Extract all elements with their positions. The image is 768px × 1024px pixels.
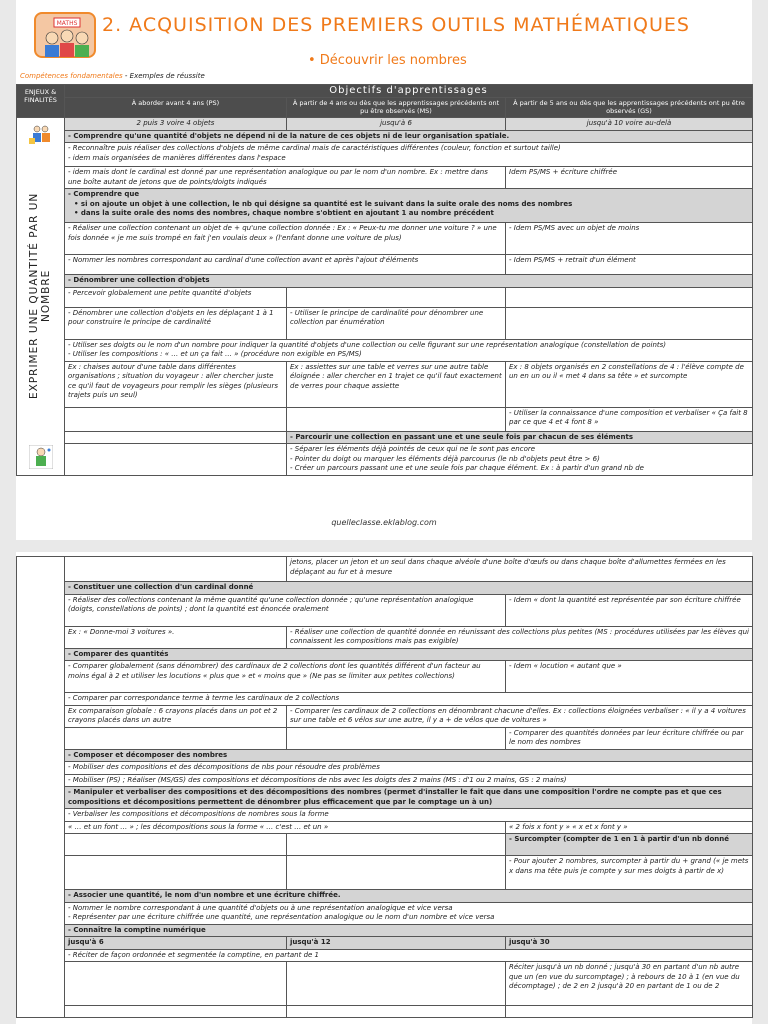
row-cardinal-analogique: - idem mais dont le cardinal est donné par une représentation analogique ou par le nom d'un nombre. Ex : mettre dans une boîte autant de jetons que de points/doigts indiqués <box>65 167 506 189</box>
row-utiliser-doigts <box>65 339 753 361</box>
row-creer-parcours: - Créer un parcours passant une et une seule fois par chaque élément. Ex : à partir d'un grand nb de <box>290 464 644 472</box>
page-2 <box>16 552 752 1024</box>
empty-cell <box>65 407 287 431</box>
row-denombrer-deplacant: - Dénombrer une collection d'objets en les déplaçant 1 à 1 pour construire le principe de cardinalité <box>65 307 287 339</box>
page-1 <box>16 0 752 540</box>
row-separer: - Séparer les éléments déjà pointés de ceux qui ne le sont pas encore <box>290 445 536 453</box>
row-utiliser-doigts-text: - Utiliser ses doigts ou le nom d'un nombre pour indiquer la quantité d'objets d'une collection ou celle figurant sur une représentation analogique (constellation de points) <box>68 340 667 349</box>
section-comprendre-quantite: - Comprendre qu'une quantité d'objets ne dépend ni de la nature de ces objets ni de leur organisation spatiale. <box>65 130 753 143</box>
row-reunir-collections: - Réaliser une collection de quantité donnée en réunissant des collections plus petites (MS : procédures utilisées par les élèves qui connaissent les compositions mais pas exigible) <box>287 626 753 648</box>
empty-cell <box>506 1006 753 1018</box>
row-parcourir <box>287 444 753 476</box>
row-locution-autant: - Idem « locution « autant que » <box>506 661 753 693</box>
row-comparer-ecriture: - Comparer des quantités données par leur écriture chiffrée ou par le nom des nombres <box>506 727 753 749</box>
empty-cell <box>65 834 287 856</box>
row-reconnaitre-idem: - idem mais organisées de manières différentes dans l'espace <box>68 153 286 162</box>
row-composition-verbaliser: - Utiliser la connaissance d'une composition et verbaliser « Ça fait 8 par ce que 4 et 4 font 8 » <box>506 407 753 431</box>
example-voitures: Ex : « Donne-moi 3 voitures ». <box>65 626 287 648</box>
col-ms-header: À partir de 4 ans ou dès que les apprentissages précédents ont pu être observés (MS) <box>287 98 506 118</box>
section-manipuler: - Manipuler et verbaliser des compositions et des décompositions des nombres (permet d'installer le fait que dans une composition l'ordre ne compte pas et que ces compositions et décompositions permettent de dénombrer plus efficacement que par le comptage un à un) <box>65 787 753 809</box>
row-reciter: - Réciter de façon ordonnée et segmentée la comptine, en partant de 1 <box>65 949 753 962</box>
row-collection-plus-un: - Réaliser une collection contenant un objet de + qu'une collection donnée : Ex : « Peux-tu me donner une voiture ? » une fois donnée « je me suis trompé en fait j'en voulais deux » (l'enfant donne une voiture de plus) <box>65 223 506 255</box>
row-ajouter-nombres: - Pour ajouter 2 nombres, surcompter à partir du + grand (« je mets x dans ma tête puis je compte y sur mes doigts à partir de x) <box>506 856 753 890</box>
row-nommer-nombre: - Nommer le nombre correspondant à une quantité d'objets ou à une représentation analogique et vice versa <box>68 903 453 912</box>
empty-cell <box>287 962 506 1006</box>
row-cardinalite: - Utiliser le principe de cardinalité pour dénombrer une collection par énumération <box>287 307 506 339</box>
row-reconnaitre-text: - Reconnaître puis réaliser des collections d'objets de même cardinal mais de caractéristiques différentes (couleur, fonction et surtout taille) <box>68 144 561 152</box>
section-constituer: - Constituer une collection d'un cardinal donné <box>65 582 753 595</box>
child-counting-icon <box>29 445 53 469</box>
objectifs-header: Objectifs d'apprentissages <box>65 85 753 98</box>
section-comparer: - Comparer des quantités <box>65 648 753 661</box>
row-ecriture-chiffree: - Idem « dont la quantité est représentée par son écriture chiffrée <box>506 594 753 626</box>
row-compositions: - Utiliser les compositions : « … et un ça fait … » (procédure non exigible en PS/MS) <box>68 350 362 358</box>
row-mobiliser-compositions: - Mobiliser des compositions et des décompositions de nbs pour résoudre des problèmes <box>65 762 753 775</box>
empty-cell <box>287 834 506 856</box>
row-realiser-collections: - Réaliser des collections contenant la même quantité qu'une collection donnée ; qu'une représentation analogique (doigts, constellations de points) ; dont la quantité est énoncée oralement <box>65 594 506 626</box>
row-jetons-continued: jetons, placer un jeton et un seul dans chaque alvéole d'une boîte d'œufs ou dans chaque boîte d'allumettes fermées en les déplaçant au fur et à mesure <box>287 557 753 582</box>
row-cardinal-gs: Idem PS/MS + écriture chiffrée <box>506 167 753 189</box>
level-gs: jusqu'à 10 voire au-delà <box>506 118 753 131</box>
enjeux-header: ENJEUX & FINALITÉS <box>17 85 65 118</box>
row-collection-moins-un: - Idem PS/MS avec un objet de moins <box>506 223 753 255</box>
section-associer: - Associer une quantité, le nom d'un nombre et une écriture chiffrée. <box>65 890 753 903</box>
page-subtitle: • Découvrir les nombres <box>308 53 467 68</box>
level-ps: 2 puis 3 voire 4 objets <box>65 118 287 131</box>
page-title: 2. ACQUISITION DES PREMIERS OUTILS MATHÉMATIQUES <box>102 14 690 36</box>
empty-cell <box>287 287 506 307</box>
level-ms: jusqu'à 6 <box>287 118 506 131</box>
row-representer-ecriture: - Représenter par une écriture chiffrée une quantité, une représentation analogique ou le nom d'un nombre et vice versa <box>68 913 495 921</box>
side-label-cell <box>17 118 65 476</box>
row-verbaliser: - Verbaliser les compositions et décompositions de nombres sous la forme <box>65 809 753 822</box>
empty-cell <box>65 1006 287 1018</box>
section-surcompter: - Surcompter (compter de 1 en 1 à partir d'un nb donné <box>506 834 753 856</box>
maths-logo <box>34 12 96 58</box>
row-reconnaitre <box>65 143 753 167</box>
objectives-table-2 <box>16 556 753 1018</box>
empty-cell <box>287 1006 506 1018</box>
empty-cell <box>65 444 287 476</box>
section-composer: - Composer et décomposer des nombres <box>65 749 753 762</box>
side-label: EXPRIMER UNE QUANTITÉ PAR UN NOMBRE <box>27 193 52 400</box>
footer-url: quelleclasse.eklablog.com <box>331 518 437 527</box>
section-comptine: - Connaître la comptine numérique <box>65 924 753 937</box>
level-comptine-ps: jusqu'à 6 <box>65 937 287 950</box>
empty-cell <box>65 962 287 1006</box>
row-mobiliser-doigts: - Mobiliser (PS) ; Réaliser (MS/GS) des compositions et décompositions de nbs avec les doigts des 2 mains (MS : d'1 ou 2 mains, GS : 2 mains) <box>65 774 753 787</box>
section-comprendre-que-title: - Comprendre que <box>68 190 140 198</box>
section-denombrer: - Dénombrer une collection d'objets <box>65 275 753 288</box>
bullet-ajout: • si on ajoute un objet à une collection, le nb qui désigne sa quantité est le suivant dans la suite orale des noms des nombres <box>74 200 749 210</box>
logo-text: MATHS <box>56 20 78 27</box>
example-constellations: Ex : 8 objets organisés en 2 constellations de 4 : l'élève compte de un en un ou il « met 4 dans sa tête » et surcompte <box>506 361 753 407</box>
empty-cell <box>287 407 506 431</box>
level-comptine-gs: jusqu'à 30 <box>506 937 753 950</box>
empty-cell <box>65 727 287 749</box>
col-gs-header: À partir de 5 ans ou dès que les apprentissages précédents ont pu être observés (GS) <box>506 98 753 118</box>
row-comparer-cardinaux: - Comparer les cardinaux de 2 collections en dénombrant chacune d'elles. Ex : collections éloignées verbaliser : « il y a 4 voitures sur une table et 6 vélos sur une autre, il y a + de vélos que de voitures » <box>287 705 753 727</box>
row-fois-font: « 2 fois x font y » « x et x font y » <box>506 821 753 834</box>
row-reciter-gs: Réciter jusqu'à un nb donné ; jusqu'à 30 en partant d'un nb autre que un (en vue du surcomptage) ; à rebours de 10 à 1 (en vue du décomptage) ; de 2 en 2 jusqu'à 20 en partant de 1 ou de 2 <box>506 962 753 1006</box>
row-retrait: - Idem PS/MS + retrait d'un élément <box>506 255 753 275</box>
row-et-un-font: « … et un font … » ; les décompositions sous la forme « … c'est … et un » <box>65 821 506 834</box>
row-nommer-nombres: - Nommer les nombres correspondant au cardinal d'une collection avant et après l'ajout d'éléments <box>65 255 506 275</box>
example-assiettes: Ex : assiettes sur une table et verres sur une autre table éloignée : aller chercher en 1 trajet ce qu'il faut exactement de verres pour chaque assiette <box>287 361 506 407</box>
empty-cell <box>287 856 506 890</box>
side-cell-2 <box>17 557 65 1018</box>
example-chaises: Ex : chaises autour d'une table dans différentes organisations ; situation du voyageur : aller chercher juste ce qu'il faut de voyageurs pour remplir les sièges (plusieurs trajets puis un seul) <box>65 361 287 407</box>
objectives-table-1 <box>16 84 753 476</box>
row-comparer-globalement: - Comparer globalement (sans dénombrer) des cardinaux de 2 collections dont les quantités différent d'un facteur au moins égal à 2 et utiliser les locutions « plus que » et « moins que » (Ne pas se limiter aux petites collections) <box>65 661 506 693</box>
row-nommer-representer <box>65 902 753 924</box>
example-crayons: Ex comparaison globale : 6 crayons placés dans un pot et 2 crayons placés dans un autre <box>65 705 287 727</box>
col-ps-header: À aborder avant 4 ans (PS) <box>65 98 287 118</box>
legend-exemples: - Exemples de réussite <box>124 72 205 80</box>
page-header <box>16 0 752 78</box>
empty-cell <box>506 307 753 339</box>
empty-cell <box>65 557 287 582</box>
bullet-suite: • dans la suite orale des noms des nombres, chaque nombre s'obtient en ajoutant 1 au nombre précédent <box>74 209 749 219</box>
row-percevoir: - Percevoir globalement une petite quantité d'objets <box>65 287 287 307</box>
empty-cell <box>65 856 287 890</box>
empty-cell <box>65 431 287 444</box>
section-parcourir: - Parcourir une collection en passant une et une seule fois par chacun de ses éléments <box>287 431 753 444</box>
children-count-icon <box>29 124 53 146</box>
row-terme-a-terme: - Comparer par correspondance terme à terme les cardinaux de 2 collections <box>65 693 753 706</box>
empty-cell <box>506 287 753 307</box>
legend <box>20 72 205 80</box>
level-comptine-ms: jusqu'à 12 <box>287 937 506 950</box>
row-pointer: - Pointer du doigt ou marquer les éléments déjà parcourus (le nb d'objets peut être > 6) <box>290 454 600 463</box>
legend-competences: Compétences fondamentales <box>20 72 123 80</box>
section-comprendre-que <box>65 189 753 223</box>
children-math-icon <box>36 14 98 60</box>
empty-cell <box>287 727 506 749</box>
